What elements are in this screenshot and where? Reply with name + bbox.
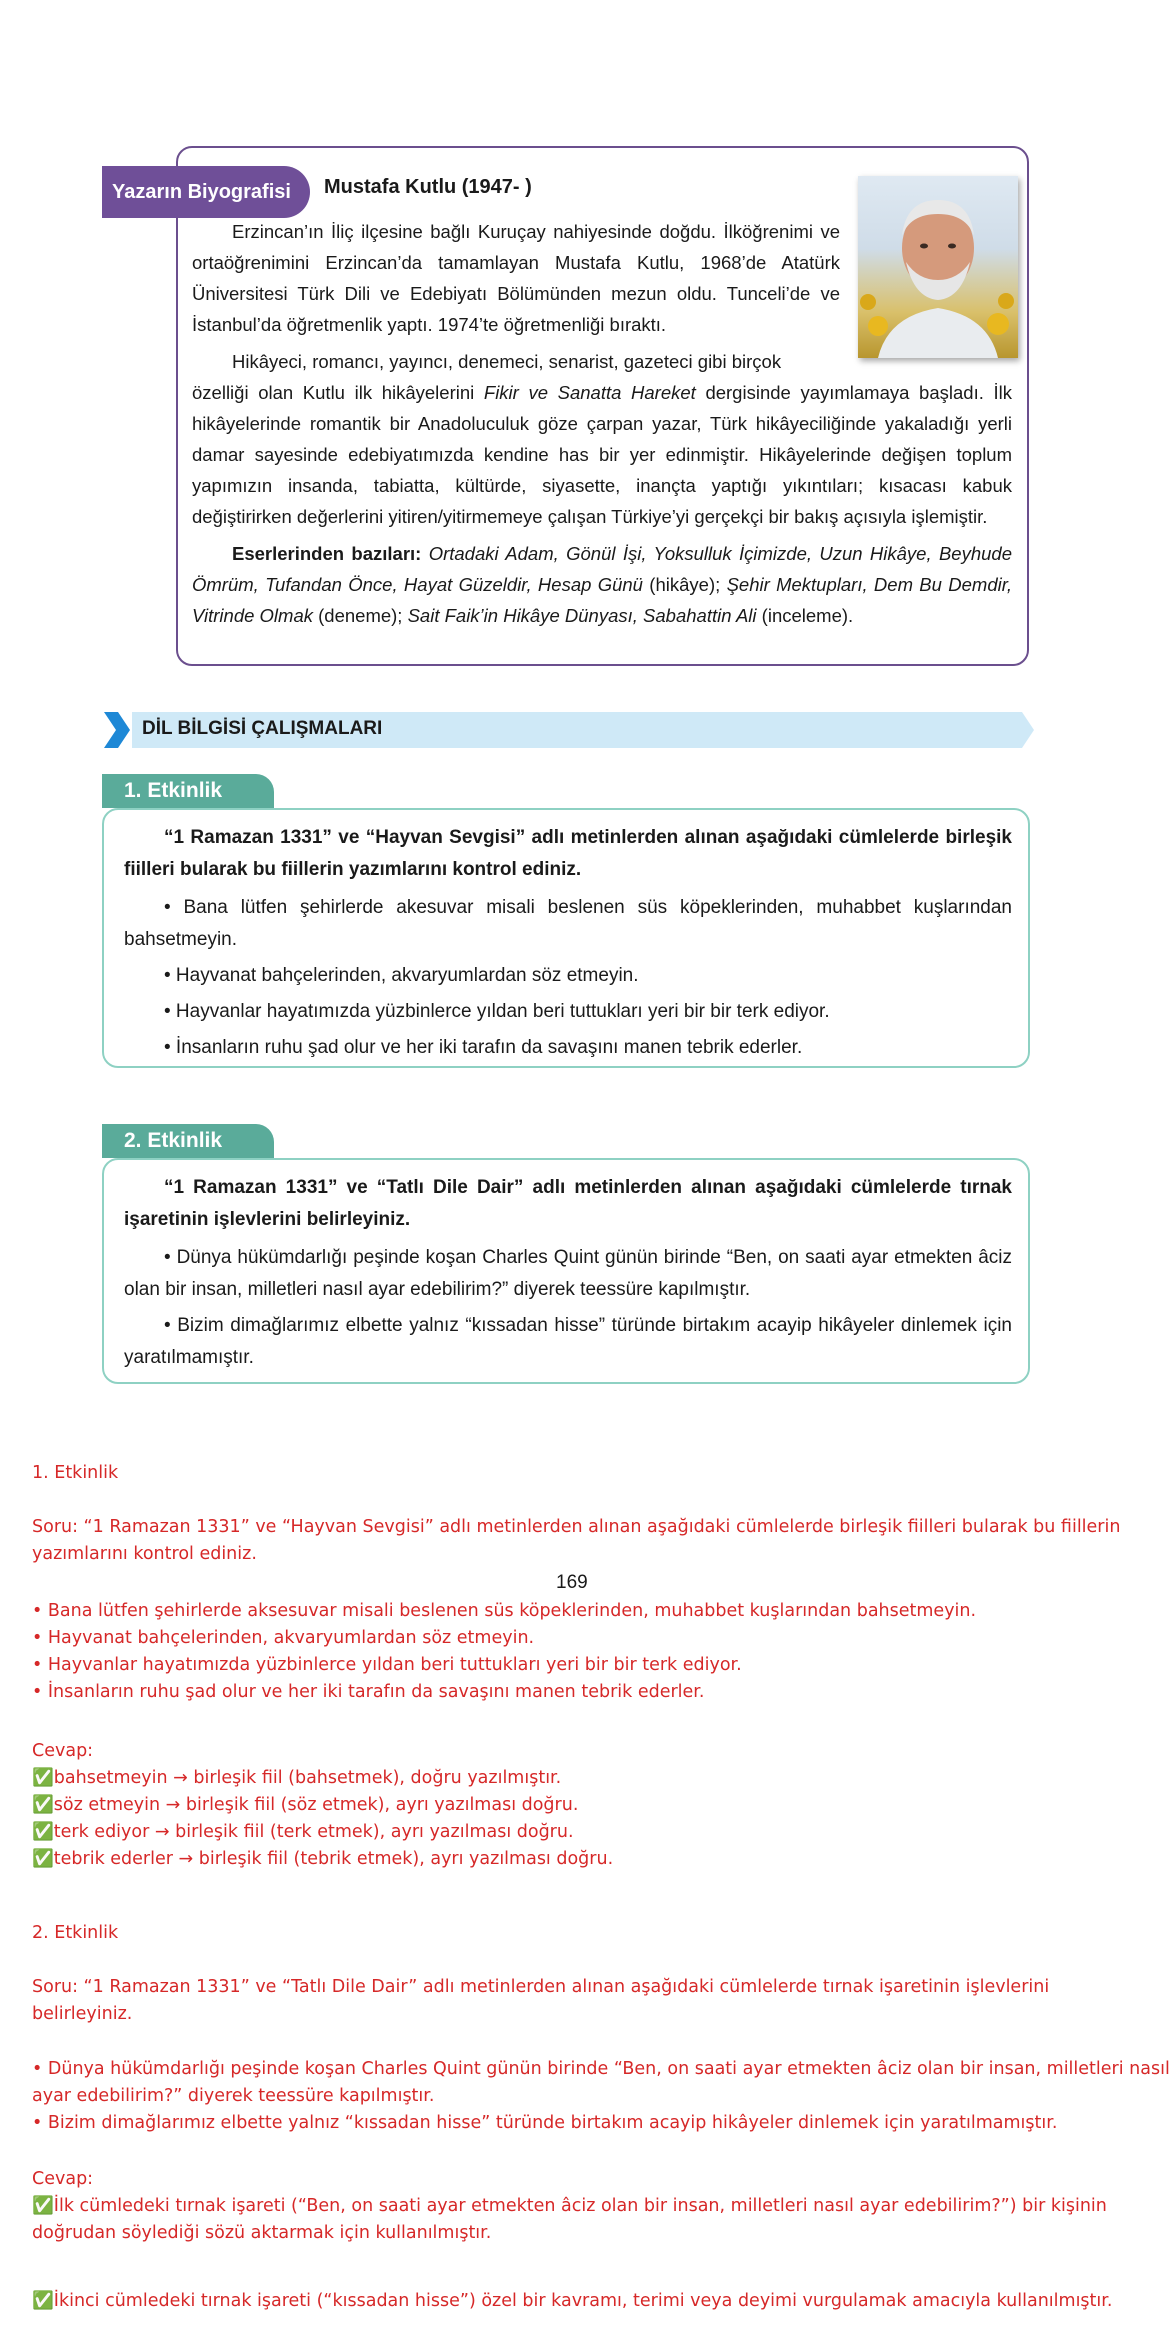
- answers-1-item: • Hayvanat bahçelerinden, akvaryumlardan söz etmeyin.: [32, 1628, 535, 1648]
- answers-1-answer: ✅terk ediyor → birleşik fiil (terk etmek), ayrı yazılması doğru.: [32, 1822, 574, 1842]
- activity-1-item: • Hayvanat bahçelerinden, akvaryumlardan söz etmeyin.: [164, 965, 639, 986]
- answers-1-answer-label: Cevap:: [32, 1741, 94, 1761]
- activity-1-item: • Hayvanlar hayatımızda yüzbinlerce yıldan beri tuttukları yeri bir bir terk ediyor.: [164, 1001, 830, 1022]
- biography-paragraph-1: Erzincan’ın İliç ilçesine bağlı Kuruçay nahiyesinde doğdu. İlköğrenimi ve ortaöğrenimini Erzincan’da tamamlayan Mustafa Kutlu, 1968’de Atatürk Üniversitesi Türk Dili ve Edebiyatı Bölümünden mezun oldu. Tunceli’de ve İstanbul’da öğretmenlik yaptı. 1974’te öğretmenliği bıraktı.: [192, 221, 840, 335]
- answers-1-answer: ✅tebrik ederler → birleşik fiil (tebrik etmek), ayrı yazılması doğru.: [32, 1849, 614, 1869]
- biography-works: Eserlerinden bazıları: Ortadaki Adam, Gönül İşi, Yoksulluk İçimizde, Uzun Hikâye, Beyhude Ömrüm, Tufandan Önce, Hayat Güzeldir, Hesap Günü (hikâye); Şehir Mektupları, Dem Bu Demdir, Vitrinde Olmak (deneme); Sait Faik’in Hikâye Dünyası, Sabahattin Ali (inceleme).: [192, 543, 1012, 626]
- answers-1-question: Soru: “1 Ramazan 1331” ve “Hayvan Sevgisi” adlı metinlerden alınan aşağıdaki cümlelerde birleşik fiilleri bularak bu fiillerin yazımlarını kontrol ediniz.: [32, 1517, 1121, 1564]
- biography-tab: Yazarın Biyografisi: [102, 166, 310, 218]
- answers-2-answer-label: Cevap:: [32, 2169, 94, 2189]
- answers-2-question: Soru: “1 Ramazan 1331” ve “Tatlı Dile Dair” adlı metinlerden alınan aşağıdaki cümlelerde tırnak işaretinin işlevlerini belirleyiniz.: [32, 1977, 1050, 2024]
- chevron-right-icon: [104, 712, 130, 748]
- answers-2-item: • Bizim dimağlarımız elbette yalnız “kıssadan hisse” türünde birtakım acayip hikâyeler dinlemek için yaratılmamıştır.: [32, 2113, 1058, 2133]
- activity-2-item: • Dünya hükümdarlığı peşinde koşan Charles Quint günün birinde “Ben, on saati ayar etmekten âciz olan bir insan, milletleri nasıl ayar edebilirim?” diyerek teessüre kapılmıştır.: [124, 1247, 1012, 1300]
- biography-text: [192, 216, 1012, 637]
- biography-paragraph-2: özelliği olan Kutlu ilk hikâyelerini Fikir ve Sanatta Hareket dergisinde yayımlamaya başladı. İlk hikâyelerinde romantik bir Anadoluculuk göze çarpan yazar, Türk hikâyeciliğinde yakaladığı yerli damar sayesinde edebiyatımızda kendine has bir yer edinmiştir. Hikâyelerinde değişen toplum yapımızın insanda, tabiatta, kültürde, siyasette, inançta yaptığı yıkıntıları; kısacası kabuk değiştirirken değerlerini yitiren/yitirmemeye çalışan Türkiye’yi gerçekçi bir bakış açısıyla işlemiştir.: [192, 382, 1012, 527]
- answers-1-items: [32, 1598, 1144, 1706]
- answers-2-answer-block: [32, 2166, 1152, 2247]
- answers-2-heading: 2. Etkinlik: [32, 1923, 119, 1943]
- answers-2-item: • Dünya hükümdarlığı peşinde koşan Charles Quint günün birinde “Ben, on saati ayar etmekten âciz olan bir insan, milletleri nasıl ayar edebilirim?” diyerek teessüre kapılmıştır.: [32, 2059, 1170, 2106]
- answers-1-item: • İnsanların ruhu şad olur ve her iki tarafın da savaşını manen tebrik ederler.: [32, 1682, 705, 1702]
- activity-2-tab: 2. Etkinlik: [102, 1124, 274, 1158]
- activity-1-item: • İnsanların ruhu şad olur ve her iki tarafın da savaşını manen tebrik ederler.: [164, 1037, 803, 1058]
- answers-2-answer: ✅İlk cümledeki tırnak işareti (“Ben, on saati ayar etmekten âciz olan bir insan, milletleri nasıl ayar edebilirim?”) bir kişinin doğrudan söylediği sözü aktarmak için kullanılmıştır.: [32, 2196, 1107, 2243]
- activity-1-question: “1 Ramazan 1331” ve “Hayvan Sevgisi” adlı metinlerden alınan aşağıdaki cümlelerde birleşik fiilleri bularak bu fiillerin yazımlarını kontrol ediniz.: [124, 827, 1012, 880]
- answers-2-items: [32, 2056, 1172, 2137]
- activity-1-content: [124, 822, 1012, 1068]
- activity-2-item: • Bizim dimağlarımız elbette yalnız “kıssadan hisse” türünde birtakım acayip hikâyeler dinlemek için yaratılmamıştır.: [124, 1315, 1012, 1368]
- answers-1-item: • Bana lütfen şehirlerde aksesuvar misali beslenen süs köpeklerinden, muhabbet kuşlarından bahsetmeyin.: [32, 1601, 977, 1621]
- answers-1-answer: ✅söz etmeyin → birleşik fiil (söz etmek), ayrı yazılması doğru.: [32, 1795, 579, 1815]
- answers-1-answer-block: [32, 1738, 1144, 1873]
- activity-2-question: “1 Ramazan 1331” ve “Tatlı Dile Dair” adlı metinlerden alınan aşağıdaki cümlelerde tırnak işaretinin işlevlerini belirleyiniz.: [124, 1177, 1012, 1230]
- author-name: Mustafa Kutlu (1947- ): [324, 176, 532, 198]
- section-title: DİL BİLGİSİ ÇALIŞMALARI: [142, 718, 383, 739]
- answers-1-item: • Hayvanlar hayatımızda yüzbinlerce yıldan beri tuttukları yeri bir bir terk ediyor.: [32, 1655, 742, 1675]
- activity-2-content: [124, 1172, 1012, 1378]
- answers-2-answer-2: ✅İkinci cümledeki tırnak işareti (“kıssadan hisse”) özel bir kavramı, terimi veya deyimi vurgulamak amacıyla kullanılmıştır.: [32, 2291, 1113, 2311]
- answers-1-answer: ✅bahsetmeyin → birleşik fiil (bahsetmek), doğru yazılmıştır.: [32, 1768, 562, 1788]
- page-number: 169: [556, 1572, 588, 1593]
- activity-1-item: • Bana lütfen şehirlerde akesuvar misali beslenen süs köpeklerinden, muhabbet kuşlarından bahsetmeyin.: [124, 897, 1012, 950]
- answers-1-heading: 1. Etkinlik: [32, 1463, 119, 1483]
- activity-1-tab: 1. Etkinlik: [102, 774, 274, 808]
- biography-paragraph-2-start: Hikâyeci, romancı, yayıncı, denemeci, senarist, gazeteci gibi birçok: [232, 351, 782, 372]
